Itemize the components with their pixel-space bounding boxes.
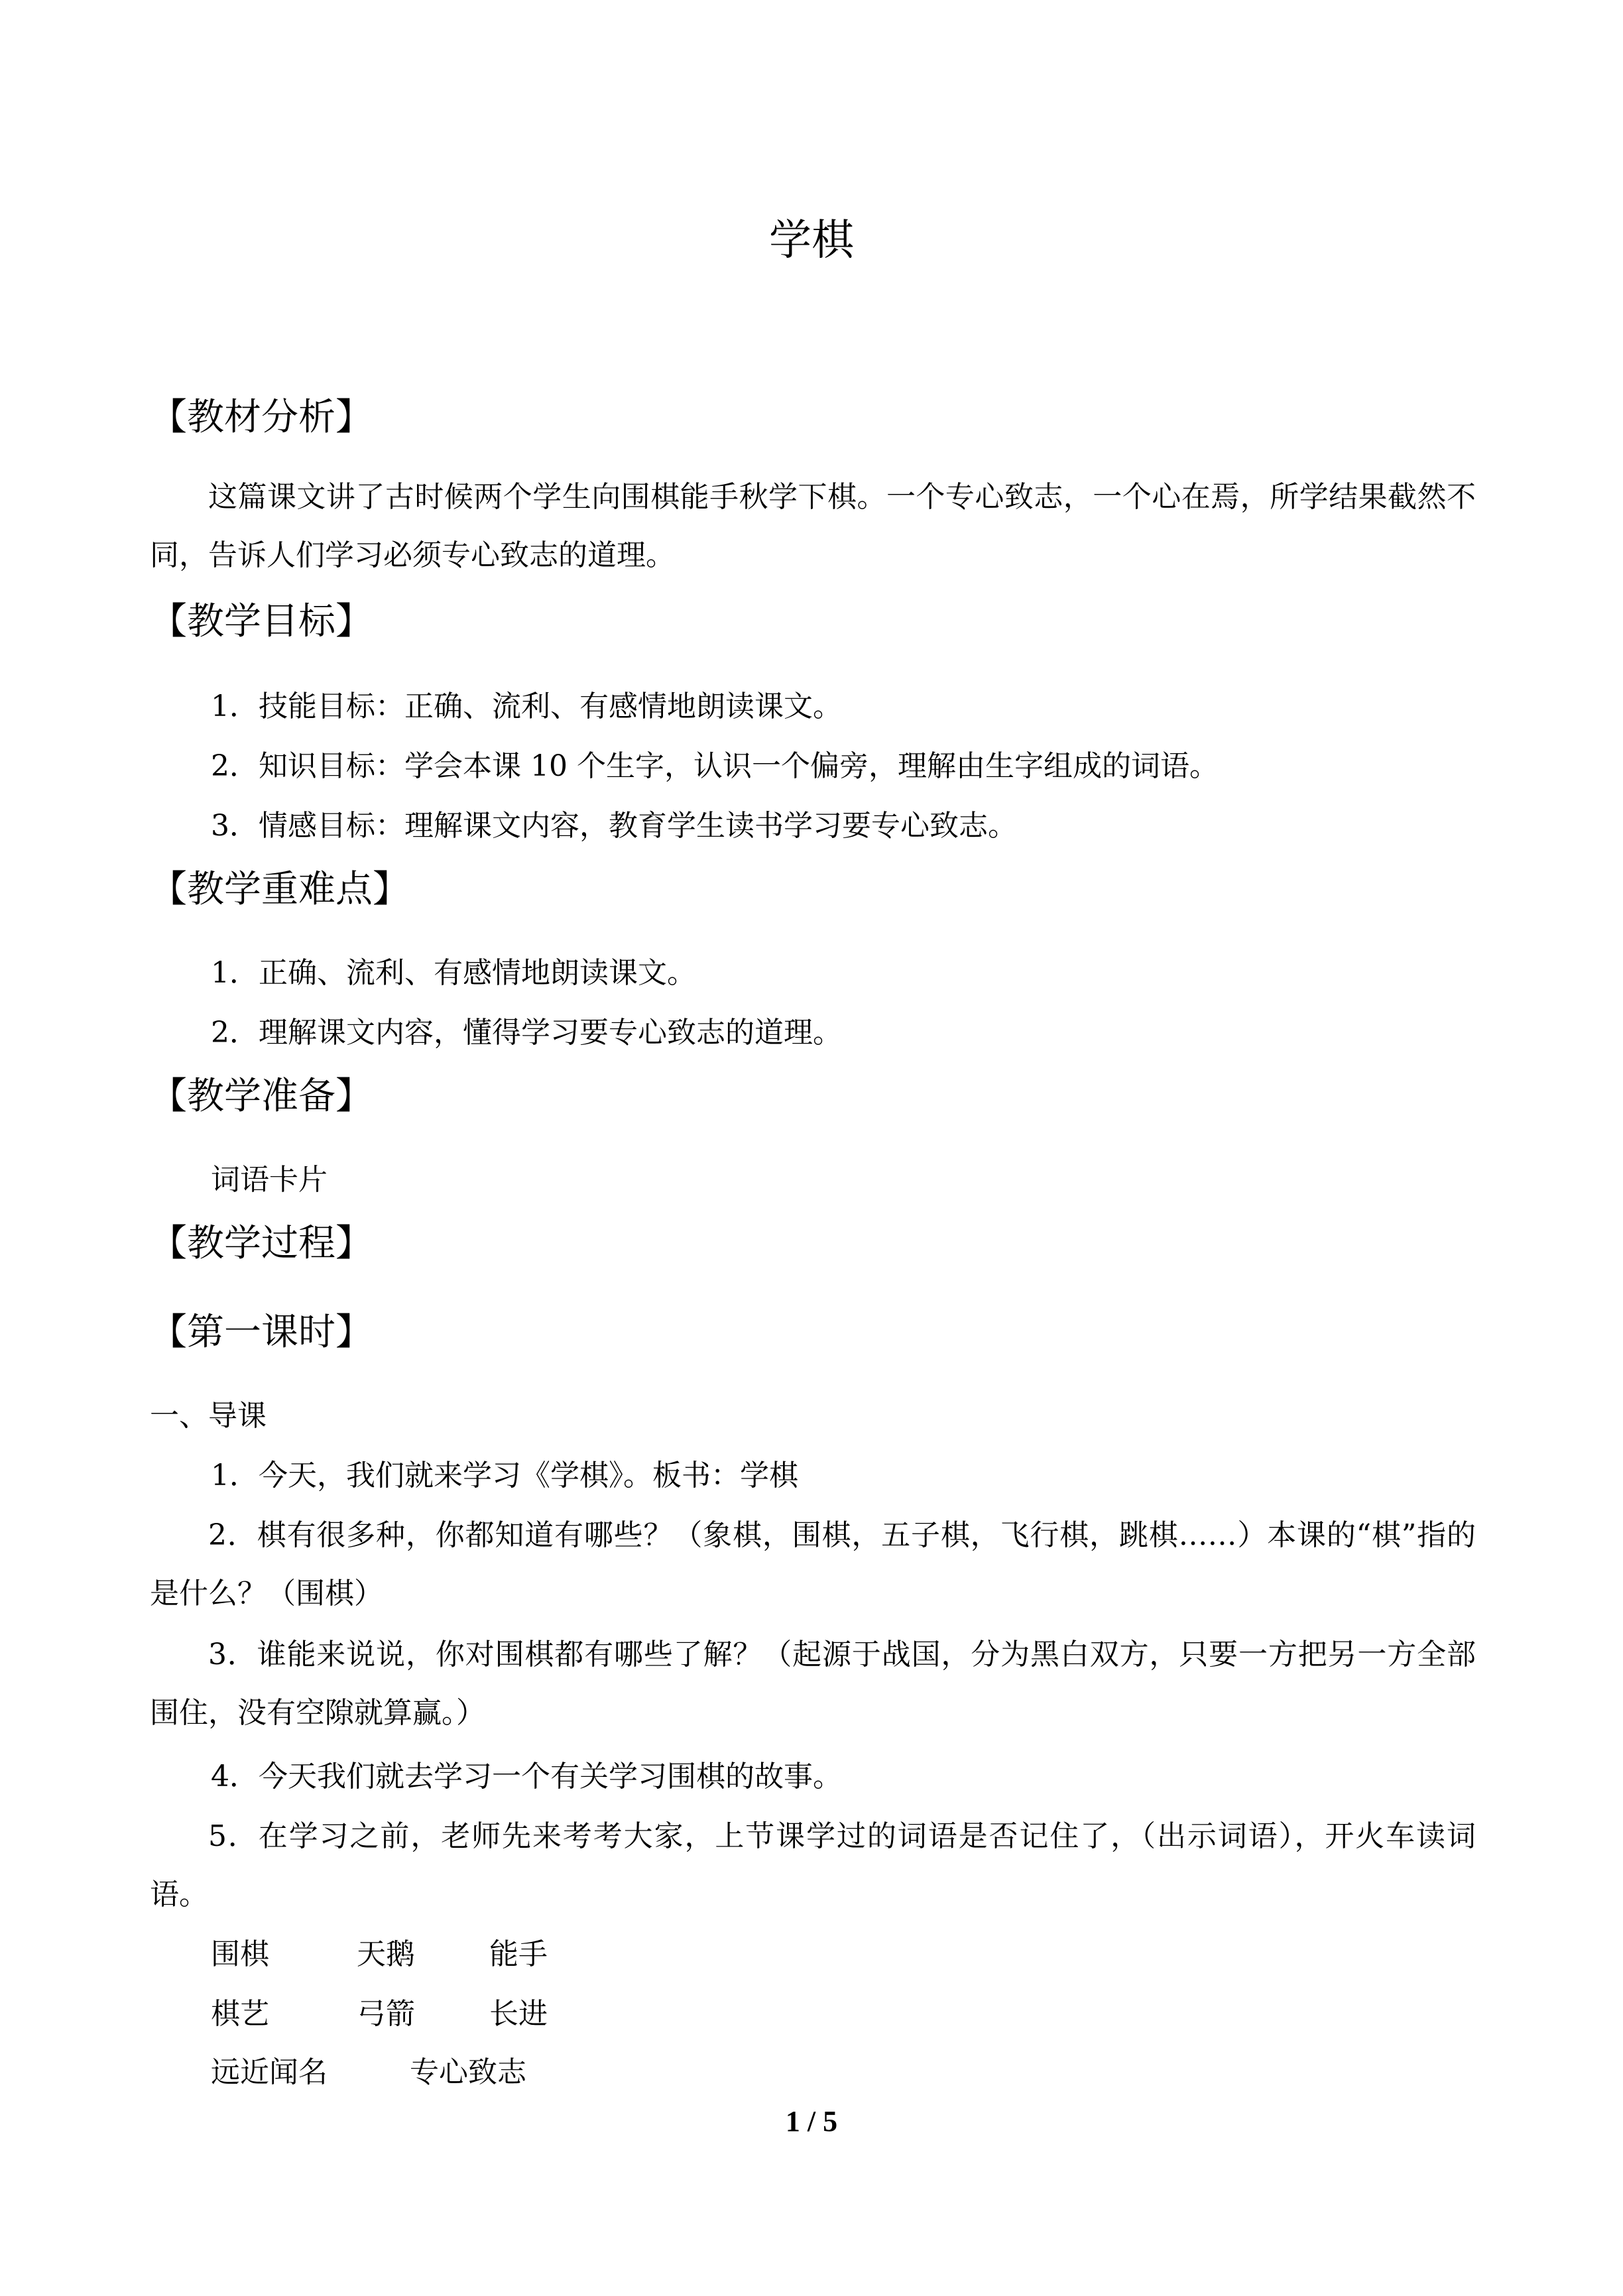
word-row-1 <box>211 1935 548 1974</box>
heading-preparation: 【教学准备】 <box>150 1075 373 1118</box>
heading-goals: 【教学目标】 <box>150 600 373 643</box>
word: 围棋 <box>211 1937 269 1971</box>
part-1-heading: 一、导课 <box>150 1399 267 1433</box>
part-1-item-3: 3．谁能来说说，你对围棋都有哪些了解？（起源于战国，分为黑白双方，只要一方把另一方全部围住，没有空隙就算赢。） <box>150 1638 1476 1730</box>
heading-key-points: 【教学重难点】 <box>150 868 410 911</box>
page-number: 1 / 5 <box>785 2105 838 2138</box>
key-point-item-2: 2．理解课文内容，懂得学习要专心致志的道理。 <box>211 1016 842 1050</box>
word: 天鹅 <box>357 1937 415 1971</box>
key-point-item-1: 1．正确、流利、有感情地朗读课文。 <box>211 956 696 990</box>
heading-analysis: 【教材分析】 <box>150 396 373 439</box>
goal-item-2: 2．知识目标：学会本课 10 个生字，认识一个偏旁，理解由生字组成的词语。 <box>211 749 1219 783</box>
word: 弓箭 <box>357 1997 415 2031</box>
heading-process: 【教学过程】 <box>150 1222 373 1265</box>
word: 能手 <box>489 1937 548 1971</box>
word-row-2 <box>211 1994 548 2034</box>
part-1-item-4: 4．今天我们就去学习一个有关学习围棋的故事。 <box>211 1760 842 1793</box>
word: 远近闻名 <box>211 2055 328 2089</box>
part-1-item-2: 2．棋有很多种，你都知道有哪些？（象棋，围棋，五子棋，飞行棋，跳棋……）本课的“棋”指的是什么？（围棋） <box>150 1518 1476 1610</box>
word: 专心致志 <box>410 2055 526 2089</box>
goal-item-1: 1．技能目标：正确、流利、有感情地朗读课文。 <box>211 690 842 723</box>
word-row-3 <box>211 2053 526 2092</box>
part-1-item-1: 1．今天，我们就来学习《学棋》。板书：学棋 <box>211 1459 798 1492</box>
part-1-item-5: 5．在学习之前，老师先来考考大家，上节课学过的词语是否记住了，（出示词语），开火车读词语。 <box>150 1819 1476 1911</box>
goal-item-3: 3．情感目标：理解课文内容，教育学生读书学习要专心致志。 <box>211 809 1017 843</box>
preparation-text: 词语卡片 <box>211 1163 328 1197</box>
word: 长进 <box>489 1997 548 2031</box>
analysis-paragraph: 这篇课文讲了古时候两个学生向围棋能手秋学下棋。一个专心致志，一个心在焉，所学结果截然不同，告诉人们学习必须专心致志的道理。 <box>150 480 1476 572</box>
heading-lesson-1: 【第一课时】 <box>150 1311 373 1354</box>
document-title: 学棋 <box>769 216 854 265</box>
word: 棋艺 <box>211 1997 269 2031</box>
